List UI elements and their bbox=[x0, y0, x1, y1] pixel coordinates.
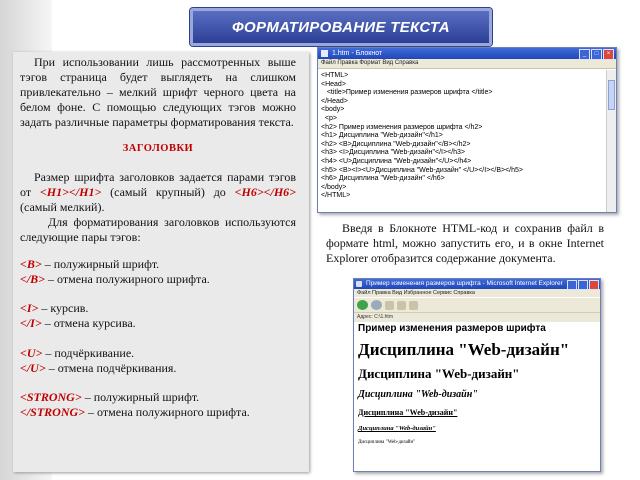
notepad-scrollbar[interactable] bbox=[606, 70, 616, 212]
code-line: <h4> <U>Дисциплина "Web-дизайн"</U></h4> bbox=[321, 157, 472, 165]
minimize-icon[interactable]: _ bbox=[579, 49, 590, 60]
tag-desc: – курсив. bbox=[38, 301, 89, 315]
pairs-paragraph: Для форматирования заголовков используются следующие пары тэгов: bbox=[20, 215, 296, 244]
notepad-title: 1.htm - Блокнот bbox=[332, 50, 383, 57]
close-icon[interactable]: × bbox=[603, 49, 614, 60]
notepad-editor[interactable] bbox=[318, 70, 606, 212]
stop-icon[interactable] bbox=[385, 301, 394, 310]
tag-desc: – полужирный шрифт. bbox=[81, 390, 200, 404]
tag-row bbox=[20, 390, 199, 405]
tag-row bbox=[20, 405, 250, 420]
tag-desc: – подчёркивание. bbox=[42, 346, 135, 360]
tag-code: </STRONG> bbox=[20, 405, 86, 419]
code-line: <p> bbox=[321, 114, 337, 122]
size-text: (самый мелкий). bbox=[20, 200, 105, 214]
code-line: </body> bbox=[321, 183, 347, 191]
tag-code: </I> bbox=[20, 316, 42, 330]
address-bar[interactable]: Адрес: C:\1.htm bbox=[354, 312, 600, 322]
code-line: <Head> bbox=[321, 80, 346, 88]
tag-row bbox=[20, 257, 159, 272]
rendered-h5: Дисциплина "Web-дизайн" bbox=[358, 425, 436, 432]
tag-h6: <H6></H6> bbox=[234, 185, 296, 199]
rendered-h4: Дисциплина "Web-дизайн" bbox=[358, 408, 458, 417]
close-icon[interactable] bbox=[589, 280, 599, 290]
tag-h1: <H1></H1> bbox=[39, 185, 102, 199]
code-line: <h3> <I>Дисциплина "Web-дизайн"</I></h3> bbox=[321, 149, 465, 157]
browser-titlebar bbox=[354, 279, 600, 289]
forward-icon[interactable] bbox=[371, 300, 382, 310]
home-icon[interactable] bbox=[409, 301, 418, 310]
code-line: <h6> Дисциплина "Web-дизайн" </h6> bbox=[321, 175, 445, 183]
section-heading: ЗАГОЛОВКИ bbox=[122, 143, 194, 154]
slide-title: ФОРМАТИРОВАНИЕ ТЕКСТА bbox=[232, 18, 450, 36]
refresh-icon[interactable] bbox=[397, 301, 406, 310]
browser-toolbar bbox=[354, 297, 600, 312]
notepad-window bbox=[317, 47, 617, 213]
rendered-heading-intro: Пример изменения размеров шрифта bbox=[358, 323, 546, 334]
size-text: Размер шрифта заголовков задается парами тэгов от bbox=[20, 170, 296, 199]
code-line: </HTML> bbox=[321, 192, 351, 200]
size-paragraph bbox=[20, 170, 296, 215]
notepad-menubar[interactable]: Файл Правка Формат Вид Справка bbox=[318, 59, 616, 69]
tag-row bbox=[20, 316, 136, 331]
code-line: <h2> <B>Дисциплина "Web-дизайн"</B></h2> bbox=[321, 140, 471, 148]
right-paragraph: Введя в Блокноте HTML-код и сохранив файл в формате html, можно запустить его, и в окне Internet Explorer отобразится содержание документа. bbox=[326, 221, 604, 265]
tag-desc: – полужирный шрифт. bbox=[41, 257, 160, 271]
tag-desc: – отмена подчёркивания. bbox=[45, 361, 177, 375]
intro-paragraph: При использовании лишь рассмотренных выше тэгов страница будет выглядеть на слишком привлекательно – мелкий шрифт черного цвета на белом фоне. С помощью следующих тэгов можно задать различные параметры форматирования текста. bbox=[20, 55, 296, 129]
code-line: <HTML> bbox=[321, 72, 349, 79]
tag-desc: – отмена курсива. bbox=[41, 316, 136, 330]
code-line: <title>Пример изменения размеров шрифта </title> bbox=[321, 89, 493, 97]
rendered-h3: Дисциплина "Web-дизайн" bbox=[358, 389, 478, 400]
rendered-h1: Дисциплина "Web-дизайн" bbox=[358, 340, 570, 359]
maximize-icon[interactable]: □ bbox=[591, 49, 602, 60]
scroll-thumb[interactable] bbox=[608, 80, 615, 110]
tag-row bbox=[20, 301, 88, 316]
tag-code: <I> bbox=[20, 301, 39, 315]
tag-row bbox=[20, 272, 210, 287]
browser-title: Пример изменения размеров шрифта - Microsoft Internet Explorer bbox=[366, 280, 563, 287]
code-line: <body> bbox=[321, 106, 345, 114]
ie-icon bbox=[356, 281, 362, 287]
tag-code: </B> bbox=[20, 272, 46, 286]
code-line: </Head> bbox=[321, 97, 348, 105]
minimize-icon[interactable] bbox=[567, 280, 577, 290]
tag-desc: – отмена полужирного шрифта. bbox=[85, 405, 250, 419]
notepad-titlebar bbox=[318, 48, 616, 59]
title-banner bbox=[190, 8, 492, 46]
browser-window bbox=[353, 278, 601, 472]
tag-code: </U> bbox=[20, 361, 46, 375]
rendered-h2: Дисциплина "Web-дизайн" bbox=[358, 366, 520, 381]
back-icon[interactable] bbox=[357, 300, 368, 310]
size-text: (самый крупный) до bbox=[101, 185, 235, 199]
tag-row bbox=[20, 346, 134, 361]
rendered-h6: Дисциплина "Web-дизайн" bbox=[358, 440, 416, 445]
browser-content bbox=[358, 323, 596, 445]
tag-code: <STRONG> bbox=[20, 390, 82, 404]
tag-code: <U> bbox=[20, 346, 43, 360]
tag-desc: – отмена полужирного шрифта. bbox=[45, 272, 210, 286]
browser-menubar[interactable]: Файл Правка Вид Избранное Сервис Справка bbox=[354, 289, 600, 297]
code-line: <h2> Пример изменения размеров шрифта </h2> bbox=[321, 123, 483, 131]
code-line: <h1> Дисциплина "Web-дизайн"</h1> bbox=[321, 132, 443, 140]
tag-row bbox=[20, 361, 176, 376]
maximize-icon[interactable] bbox=[578, 280, 588, 290]
notepad-icon bbox=[321, 50, 328, 57]
tag-code: <B> bbox=[20, 257, 42, 271]
code-line: <h5> <B><I><U>Дисциплина "Web-дизайн" </U></I></B></h5> bbox=[321, 166, 523, 174]
